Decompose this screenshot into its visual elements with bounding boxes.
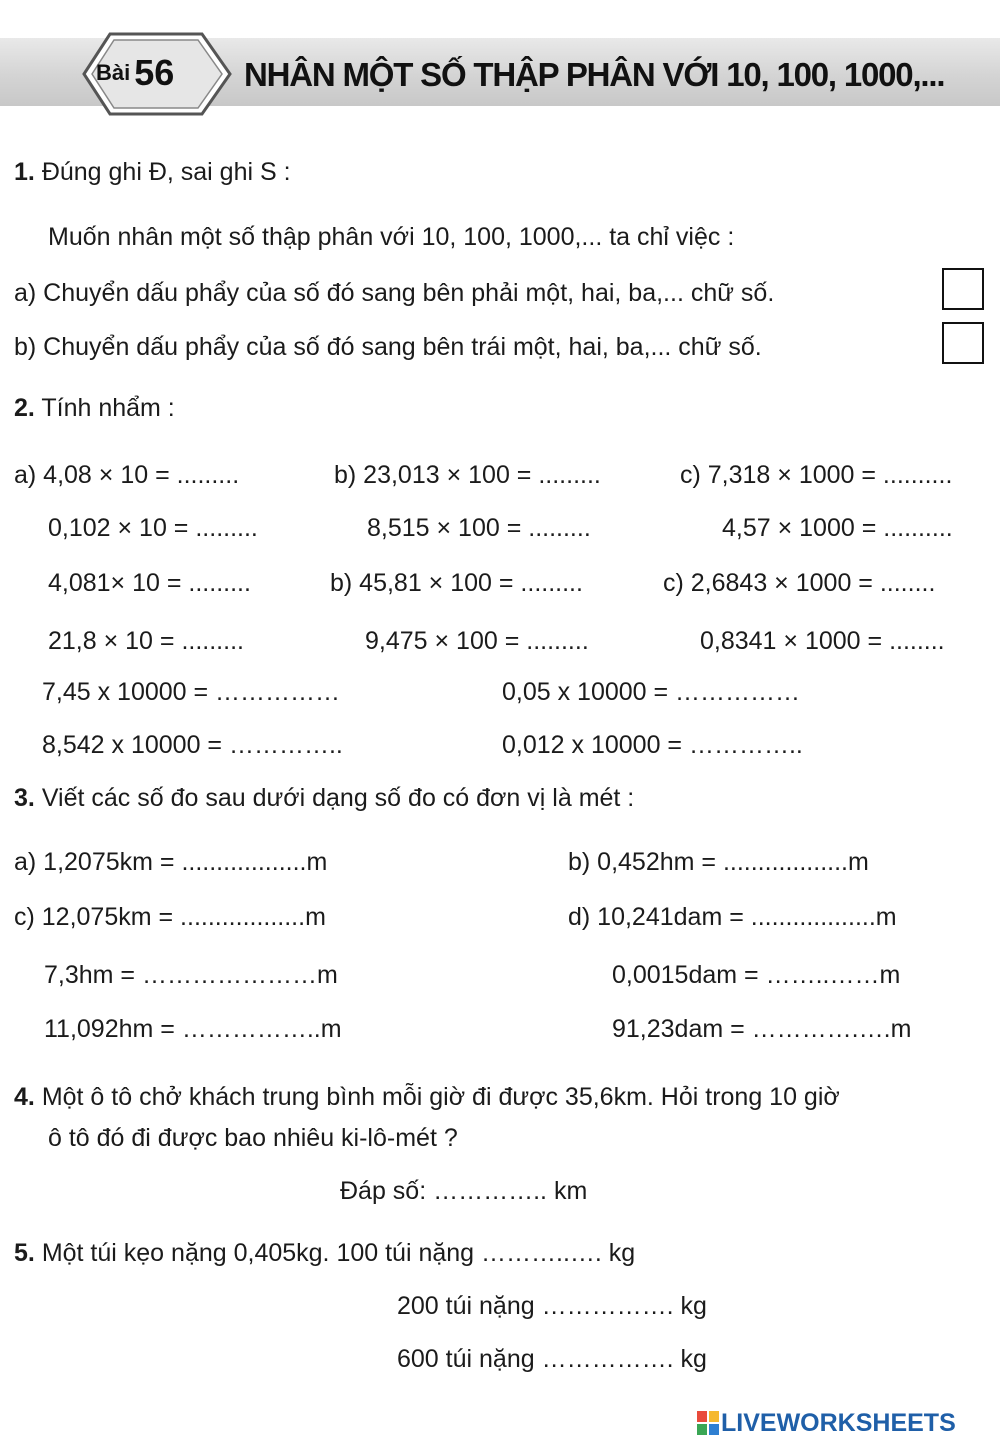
ex1-statement-b: b) Chuyển dấu phẩy của số đó sang bên trái một, hai, ba,... chữ số. xyxy=(14,333,762,361)
ex4-text-1: Một ô tô chở khách trung bình mỗi giờ đi được 35,6km. Hỏi trong 10 giờ xyxy=(41,1083,840,1111)
ex1-number: 1. xyxy=(14,158,35,186)
ex2-item[interactable]: 4,081× 10 = ......... xyxy=(48,569,251,597)
ex3-item[interactable]: d) 10,241dam = ..................m xyxy=(568,903,897,931)
ex3-item[interactable]: b) 0,452hm = ..................m xyxy=(568,848,869,876)
ex2-item[interactable]: 21,8 × 10 = ......... xyxy=(48,627,244,655)
ex2-item[interactable]: 7,45 x 10000 = …………… xyxy=(42,678,341,706)
ex2-item[interactable]: 0,102 × 10 = ......... xyxy=(48,514,258,542)
ex4-line2: ô tô đó đi được bao nhiêu ki-lô-mét ? xyxy=(48,1124,458,1152)
ex2-number: 2. xyxy=(14,394,35,422)
ex3-item[interactable]: a) 1,2075km = ..................m xyxy=(14,848,328,876)
ex4-number: 4. xyxy=(14,1083,35,1111)
ex2-heading xyxy=(14,393,175,423)
ex5-line2[interactable]: 200 túi nặng ……………. kg xyxy=(397,1292,707,1320)
lesson-word: Bài xyxy=(96,60,131,85)
ex2-prompt: Tính nhẩm : xyxy=(41,394,175,422)
ex3-item[interactable]: 11,092hm = ……………..m xyxy=(44,1015,342,1043)
ex3-number: 3. xyxy=(14,784,35,812)
ex2-item[interactable]: 8,515 × 100 = ......... xyxy=(367,514,591,542)
ex5-line1 xyxy=(14,1238,635,1268)
ex3-item[interactable]: 0,0015dam = ……..……m xyxy=(612,961,901,989)
ex5-line3[interactable]: 600 túi nặng ……………. kg xyxy=(397,1345,707,1373)
ex2-item[interactable]: b) 23,013 × 100 = ......... xyxy=(334,461,601,489)
ex2-item[interactable]: c) 7,318 × 1000 = .......... xyxy=(680,461,953,489)
ex3-item[interactable]: 91,23dam = ………….….m xyxy=(612,1015,912,1043)
ex3-item[interactable]: 7,3hm = …………………m xyxy=(44,961,338,989)
ex2-item[interactable]: c) 2,6843 × 1000 = ........ xyxy=(663,569,936,597)
ex2-item[interactable]: a) 4,08 × 10 = ......... xyxy=(14,461,240,489)
lesson-number: 56 xyxy=(134,52,175,93)
ex2-item[interactable]: 9,475 × 100 = ......... xyxy=(365,627,589,655)
ex1-statement-a: a) Chuyển dấu phẩy của số đó sang bên phải một, hai, ba,... chữ số. xyxy=(14,279,775,307)
ex2-item[interactable]: b) 45,81 × 100 = ......... xyxy=(330,569,583,597)
page-title: NHÂN MỘT SỐ THẬP PHÂN VỚI 10, 100, 1000,... xyxy=(244,56,945,93)
ex1-heading xyxy=(14,157,291,187)
logo-icon xyxy=(697,1411,719,1435)
ex4-answer[interactable]: Đáp số: ………….. km xyxy=(340,1177,588,1205)
lesson-label xyxy=(96,52,174,96)
ex1-prompt: Đúng ghi Đ, sai ghi S : xyxy=(41,158,291,186)
ex2-item[interactable]: 8,542 x 10000 = ………….. xyxy=(42,731,343,759)
ex2-item[interactable]: 0,05 x 10000 = …………… xyxy=(502,678,801,706)
ex2-item[interactable]: 4,57 × 1000 = .......... xyxy=(722,514,953,542)
ex3-heading xyxy=(14,783,634,813)
logo-text: LIVEWORKSHEETS xyxy=(721,1409,956,1437)
ex5-number: 5. xyxy=(14,1239,35,1267)
ex5-text-1[interactable]: Một túi kẹo nặng 0,405kg. 100 túi nặng ………..…. kg xyxy=(41,1239,636,1267)
ex4-line1 xyxy=(14,1082,840,1112)
ex3-prompt: Viết các số đo sau dưới dạng số đo có đơn vị là mét : xyxy=(41,784,635,812)
ex1-answer-box-b[interactable] xyxy=(942,322,984,364)
ex1-answer-box-a[interactable] xyxy=(942,268,984,310)
ex3-item[interactable]: c) 12,075km = ..................m xyxy=(14,903,326,931)
ex2-item[interactable]: 0,8341 × 1000 = ........ xyxy=(700,627,945,655)
ex1-intro: Muốn nhân một số thập phân với 10, 100, 1000,... ta chỉ việc : xyxy=(48,223,735,251)
ex2-item[interactable]: 0,012 x 10000 = ………….. xyxy=(502,731,803,759)
